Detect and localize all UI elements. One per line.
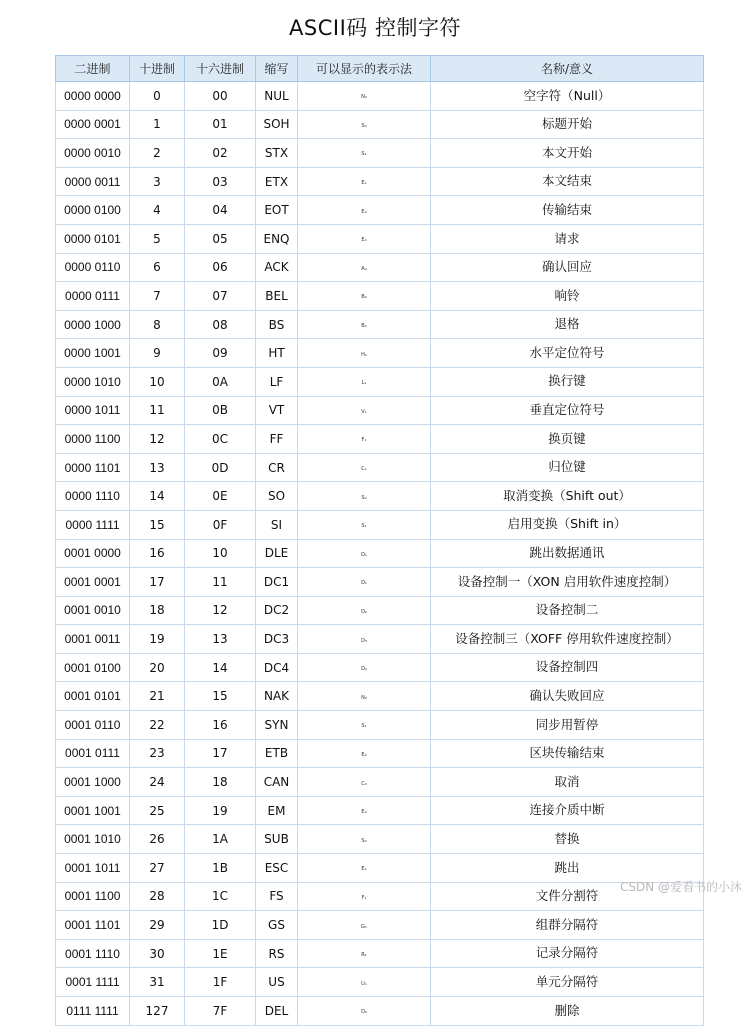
cell-hex: 11 — [185, 568, 256, 597]
cell-hex: 19 — [185, 796, 256, 825]
cell-hex: 14 — [185, 653, 256, 682]
cell-binary: 0000 0111 — [56, 282, 130, 311]
cell-meaning: 删除 — [431, 997, 704, 1026]
cell-decimal: 31 — [130, 968, 185, 997]
cell-abbr: EM — [256, 796, 298, 825]
cell-meaning: 启用变换（Shift in） — [431, 510, 704, 539]
cell-abbr: DC1 — [256, 568, 298, 597]
cell-meaning: 设备控制一（XON 启用软件速度控制） — [431, 568, 704, 597]
cell-decimal: 18 — [130, 596, 185, 625]
cell-binary: 0000 1101 — [56, 453, 130, 482]
cell-binary: 0000 0101 — [56, 224, 130, 253]
cell-meaning: 响铃 — [431, 282, 704, 311]
cell-display-glyph: U₁ — [298, 968, 431, 997]
cell-decimal: 29 — [130, 911, 185, 940]
table-row — [56, 196, 704, 225]
cell-display-glyph: V₁ — [298, 396, 431, 425]
cell-abbr: CAN — [256, 768, 298, 797]
cell-abbr: SO — [256, 482, 298, 511]
cell-display-glyph: C₀ — [298, 768, 431, 797]
cell-display-glyph: F₁ — [298, 425, 431, 454]
header-binary: 二进制 — [56, 56, 130, 82]
cell-binary: 0001 0101 — [56, 682, 130, 711]
table-row — [56, 367, 704, 396]
cell-decimal: 5 — [130, 224, 185, 253]
cell-display-glyph: D₂ — [298, 596, 431, 625]
header-meaning: 名称/意义 — [431, 56, 704, 82]
cell-display-glyph: G₁ — [298, 911, 431, 940]
table-row — [56, 682, 704, 711]
cell-hex: 10 — [185, 539, 256, 568]
cell-binary: 0001 1110 — [56, 939, 130, 968]
cell-abbr: FF — [256, 425, 298, 454]
cell-meaning: 连接介质中断 — [431, 796, 704, 825]
cell-abbr: GS — [256, 911, 298, 940]
table-row — [56, 568, 704, 597]
cell-display-glyph: D₄ — [298, 653, 431, 682]
table-row — [56, 425, 704, 454]
cell-meaning: 退格 — [431, 310, 704, 339]
cell-decimal: 15 — [130, 510, 185, 539]
cell-binary: 0001 0010 — [56, 596, 130, 625]
header-decimal: 十进制 — [130, 56, 185, 82]
cell-abbr: NUL — [256, 82, 298, 111]
cell-abbr: VT — [256, 396, 298, 425]
cell-abbr: US — [256, 968, 298, 997]
header-abbr: 缩写 — [256, 56, 298, 82]
cell-meaning: 空字符（Null） — [431, 82, 704, 111]
page-title: ASCII码 控制字符 — [289, 16, 461, 40]
table-row — [56, 339, 704, 368]
cell-meaning: 设备控制二 — [431, 596, 704, 625]
cell-abbr: SOH — [256, 110, 298, 139]
cell-meaning: 记录分隔符 — [431, 939, 704, 968]
cell-hex: 12 — [185, 596, 256, 625]
ascii-control-table — [55, 55, 704, 1026]
cell-display-glyph: E₀ — [298, 224, 431, 253]
table-row — [56, 739, 704, 768]
cell-abbr: STX — [256, 139, 298, 168]
cell-binary: 0001 1100 — [56, 882, 130, 911]
cell-hex: 1E — [185, 939, 256, 968]
cell-display-glyph: E₁ — [298, 854, 431, 883]
cell-decimal: 24 — [130, 768, 185, 797]
cell-decimal: 9 — [130, 339, 185, 368]
cell-binary: 0001 1011 — [56, 854, 130, 883]
cell-binary: 0111 1111 — [56, 997, 130, 1026]
cell-meaning: 组群分隔符 — [431, 911, 704, 940]
cell-binary: 0001 0111 — [56, 739, 130, 768]
cell-display-glyph: N₀ — [298, 682, 431, 711]
cell-abbr: SYN — [256, 711, 298, 740]
cell-binary: 0000 1110 — [56, 482, 130, 511]
cell-abbr: ESC — [256, 854, 298, 883]
cell-abbr: DLE — [256, 539, 298, 568]
cell-decimal: 27 — [130, 854, 185, 883]
cell-display-glyph: D₀ — [298, 997, 431, 1026]
cell-display-glyph: S₀ — [298, 825, 431, 854]
cell-decimal: 0 — [130, 82, 185, 111]
table-row — [56, 539, 704, 568]
cell-display-glyph: S₁ — [298, 711, 431, 740]
cell-display-glyph: N₀ — [298, 82, 431, 111]
cell-binary: 0001 0001 — [56, 568, 130, 597]
cell-binary: 0000 1010 — [56, 367, 130, 396]
cell-binary: 0001 0110 — [56, 711, 130, 740]
cell-abbr: CR — [256, 453, 298, 482]
cell-meaning: 标题开始 — [431, 110, 704, 139]
cell-hex: 18 — [185, 768, 256, 797]
table-row — [56, 854, 704, 883]
cell-hex: 05 — [185, 224, 256, 253]
cell-meaning: 同步用暂停 — [431, 711, 704, 740]
cell-hex: 13 — [185, 625, 256, 654]
cell-display-glyph: B₀ — [298, 310, 431, 339]
cell-hex: 7F — [185, 997, 256, 1026]
cell-binary: 0001 0100 — [56, 653, 130, 682]
cell-hex: 08 — [185, 310, 256, 339]
cell-hex: 0F — [185, 510, 256, 539]
cell-decimal: 13 — [130, 453, 185, 482]
cell-hex: 16 — [185, 711, 256, 740]
cell-meaning: 请求 — [431, 224, 704, 253]
cell-decimal: 30 — [130, 939, 185, 968]
cell-display-glyph: D₁ — [298, 539, 431, 568]
cell-display-glyph: H₁ — [298, 339, 431, 368]
table-row — [56, 310, 704, 339]
cell-decimal: 26 — [130, 825, 185, 854]
cell-binary: 0001 1101 — [56, 911, 130, 940]
cell-hex: 0B — [185, 396, 256, 425]
cell-binary: 0000 0010 — [56, 139, 130, 168]
cell-display-glyph: F₁ — [298, 882, 431, 911]
cell-abbr: FS — [256, 882, 298, 911]
cell-abbr: RS — [256, 939, 298, 968]
cell-binary: 0001 0011 — [56, 625, 130, 654]
cell-abbr: HT — [256, 339, 298, 368]
table-row — [56, 596, 704, 625]
cell-display-glyph: S₁ — [298, 139, 431, 168]
table-row — [56, 110, 704, 139]
cell-binary: 0000 1100 — [56, 425, 130, 454]
cell-decimal: 20 — [130, 653, 185, 682]
cell-hex: 1C — [185, 882, 256, 911]
cell-binary: 0001 1001 — [56, 796, 130, 825]
cell-decimal: 14 — [130, 482, 185, 511]
table-row — [56, 796, 704, 825]
cell-decimal: 127 — [130, 997, 185, 1026]
cell-meaning: 垂直定位符号 — [431, 396, 704, 425]
cell-binary: 0000 1011 — [56, 396, 130, 425]
watermark: CSDN @爱看书的小沐 — [619, 880, 742, 894]
cell-display-glyph: S₀ — [298, 110, 431, 139]
cell-meaning: 确认失败回应 — [431, 682, 704, 711]
cell-meaning: 设备控制四 — [431, 653, 704, 682]
cell-abbr: EOT — [256, 196, 298, 225]
cell-display-glyph: D₃ — [298, 625, 431, 654]
cell-meaning: 换行键 — [431, 367, 704, 396]
cell-decimal: 7 — [130, 282, 185, 311]
cell-hex: 00 — [185, 82, 256, 111]
cell-decimal: 3 — [130, 167, 185, 196]
cell-decimal: 17 — [130, 568, 185, 597]
cell-decimal: 21 — [130, 682, 185, 711]
cell-abbr: SI — [256, 510, 298, 539]
cell-abbr: NAK — [256, 682, 298, 711]
cell-decimal: 11 — [130, 396, 185, 425]
cell-abbr: BS — [256, 310, 298, 339]
cell-abbr: DC3 — [256, 625, 298, 654]
cell-binary: 0000 0110 — [56, 253, 130, 282]
cell-binary: 0000 1001 — [56, 339, 130, 368]
cell-decimal: 8 — [130, 310, 185, 339]
cell-binary: 0001 0000 — [56, 539, 130, 568]
cell-meaning: 单元分隔符 — [431, 968, 704, 997]
cell-hex: 15 — [185, 682, 256, 711]
cell-meaning: 本文结束 — [431, 167, 704, 196]
cell-hex: 0C — [185, 425, 256, 454]
cell-decimal: 4 — [130, 196, 185, 225]
table-header-row — [56, 56, 704, 82]
cell-meaning: 文件分割符 — [431, 882, 704, 911]
table-row — [56, 453, 704, 482]
cell-meaning: 取消变换（Shift out） — [431, 482, 704, 511]
cell-meaning: 跳出数据通讯 — [431, 539, 704, 568]
cell-display-glyph: R₁ — [298, 939, 431, 968]
cell-binary: 0001 1010 — [56, 825, 130, 854]
cell-hex: 01 — [185, 110, 256, 139]
cell-hex: 0A — [185, 367, 256, 396]
cell-hex: 1A — [185, 825, 256, 854]
table-row — [56, 939, 704, 968]
cell-hex: 1D — [185, 911, 256, 940]
cell-meaning: 换页键 — [431, 425, 704, 454]
table-row — [56, 282, 704, 311]
cell-meaning: 设备控制三（XOFF 停用软件速度控制） — [431, 625, 704, 654]
table-row — [56, 653, 704, 682]
cell-hex: 02 — [185, 139, 256, 168]
header-display: 可以显示的表示法 — [298, 56, 431, 82]
table-body — [56, 82, 704, 1026]
cell-display-glyph: S₀ — [298, 482, 431, 511]
cell-binary: 0000 1000 — [56, 310, 130, 339]
cell-display-glyph: A₀ — [298, 253, 431, 282]
cell-hex: 09 — [185, 339, 256, 368]
cell-hex: 03 — [185, 167, 256, 196]
cell-meaning: 传输结束 — [431, 196, 704, 225]
cell-hex: 06 — [185, 253, 256, 282]
table-row — [56, 224, 704, 253]
cell-meaning: 替换 — [431, 825, 704, 854]
cell-binary: 0000 0100 — [56, 196, 130, 225]
cell-hex: 0D — [185, 453, 256, 482]
cell-decimal: 19 — [130, 625, 185, 654]
cell-hex: 04 — [185, 196, 256, 225]
table-row — [56, 396, 704, 425]
cell-hex: 0E — [185, 482, 256, 511]
cell-decimal: 1 — [130, 110, 185, 139]
cell-display-glyph: S₁ — [298, 510, 431, 539]
cell-display-glyph: E₁ — [298, 167, 431, 196]
cell-decimal: 2 — [130, 139, 185, 168]
table-row — [56, 825, 704, 854]
table-row — [56, 253, 704, 282]
cell-meaning: 确认回应 — [431, 253, 704, 282]
table-row — [56, 768, 704, 797]
cell-hex: 17 — [185, 739, 256, 768]
table-row — [56, 711, 704, 740]
table-row — [56, 82, 704, 111]
cell-decimal: 23 — [130, 739, 185, 768]
cell-display-glyph: E₀ — [298, 796, 431, 825]
cell-abbr: ENQ — [256, 224, 298, 253]
cell-display-glyph: B₀ — [298, 282, 431, 311]
table-row — [56, 911, 704, 940]
cell-hex: 07 — [185, 282, 256, 311]
table-row — [56, 510, 704, 539]
cell-binary: 0001 1000 — [56, 768, 130, 797]
cell-display-glyph: L₁ — [298, 367, 431, 396]
cell-hex: 1F — [185, 968, 256, 997]
cell-decimal: 16 — [130, 539, 185, 568]
table-row — [56, 968, 704, 997]
cell-abbr: DC4 — [256, 653, 298, 682]
cell-decimal: 28 — [130, 882, 185, 911]
cell-meaning: 归位键 — [431, 453, 704, 482]
cell-abbr: ETX — [256, 167, 298, 196]
cell-binary: 0000 0001 — [56, 110, 130, 139]
cell-abbr: DC2 — [256, 596, 298, 625]
cell-display-glyph: E₀ — [298, 739, 431, 768]
cell-meaning: 跳出 — [431, 854, 704, 883]
table-row — [56, 167, 704, 196]
cell-decimal: 12 — [130, 425, 185, 454]
cell-decimal: 25 — [130, 796, 185, 825]
cell-binary: 0000 1111 — [56, 510, 130, 539]
cell-decimal: 6 — [130, 253, 185, 282]
cell-display-glyph: C₁ — [298, 453, 431, 482]
cell-abbr: DEL — [256, 997, 298, 1026]
header-hex: 十六进制 — [185, 56, 256, 82]
cell-binary: 0000 0011 — [56, 167, 130, 196]
cell-abbr: ETB — [256, 739, 298, 768]
table-row — [56, 625, 704, 654]
cell-meaning: 本文开始 — [431, 139, 704, 168]
table-row — [56, 997, 704, 1026]
cell-binary: 0001 1111 — [56, 968, 130, 997]
table-row — [56, 482, 704, 511]
table-row — [56, 882, 704, 911]
cell-meaning: 水平定位符号 — [431, 339, 704, 368]
cell-meaning: 区块传输结束 — [431, 739, 704, 768]
cell-abbr: BEL — [256, 282, 298, 311]
cell-abbr: LF — [256, 367, 298, 396]
cell-display-glyph: E₀ — [298, 196, 431, 225]
cell-abbr: SUB — [256, 825, 298, 854]
table-row — [56, 139, 704, 168]
cell-binary: 0000 0000 — [56, 82, 130, 111]
cell-decimal: 22 — [130, 711, 185, 740]
cell-meaning: 取消 — [431, 768, 704, 797]
cell-display-glyph: D₁ — [298, 568, 431, 597]
cell-decimal: 10 — [130, 367, 185, 396]
cell-abbr: ACK — [256, 253, 298, 282]
cell-hex: 1B — [185, 854, 256, 883]
